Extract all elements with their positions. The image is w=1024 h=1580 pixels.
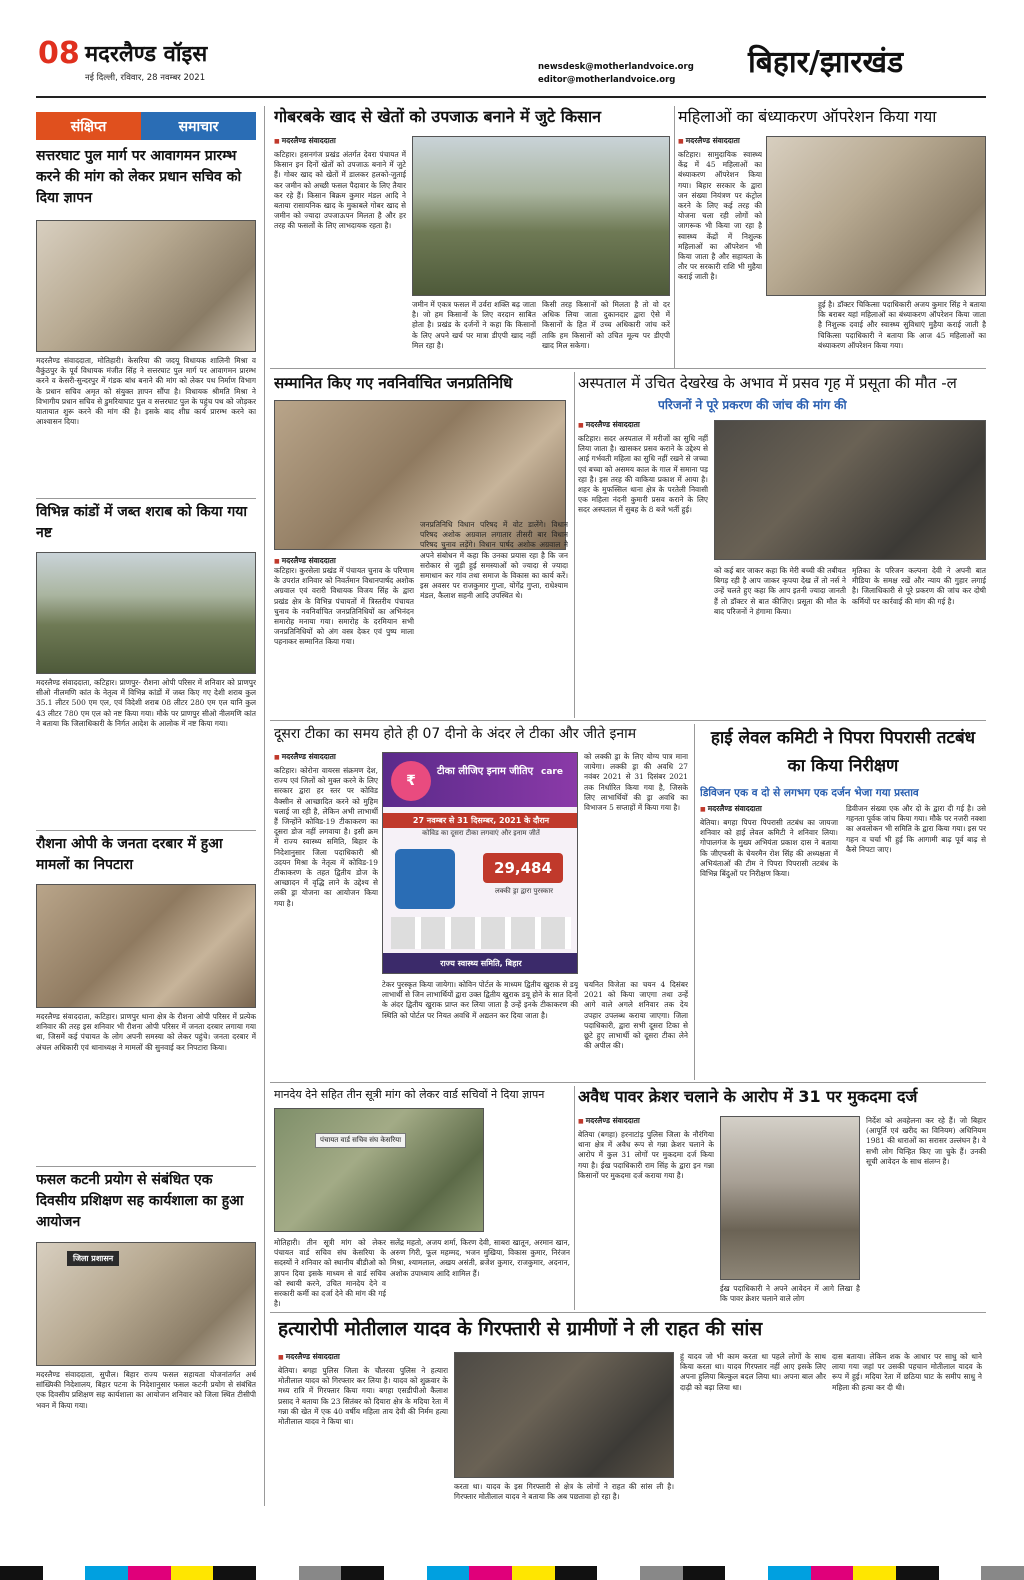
- byline: ■ मदरलैण्ड संवाददाता: [700, 804, 762, 814]
- poster-badge-icon: ₹: [391, 761, 431, 801]
- headline: महिलाओं का बंध्याकरण ऑपरेशन किया गया: [678, 107, 937, 126]
- story-photo: [714, 420, 986, 560]
- story-body-cont: जमीन में एकत्र फसल में उर्वरा शक्ति बढ़ जाता है। जो हम किसानों के लिए वरदान साबित होता है। प्रखंड के दर्जनों ने कहा कि किसानों के लिए अपने खर्च पर मात्रा डीएपी खाद नहीं मिल रहा है।: [412, 300, 536, 350]
- brief-3-photo: [36, 884, 256, 1008]
- column-rule: [574, 1086, 575, 1310]
- story-ward-secretaries: [270, 1086, 570, 1310]
- column-rule: [674, 106, 675, 368]
- brief-divider: [36, 498, 256, 499]
- brief-2-body: मदरलैण्ड संवाददाता, कटिहार। प्राणपुर- रौशना ओपी परिसर में शनिवार को प्राणपुर सीओ नीलमणि कांत के नेतृत्व में विभिन्न कांडों में जब्त किए गए देशी शराब कुल 35.1 लीटर 500 एम एल, एवं विदेशी शराब 08 लीटर 280 एम एल यानि कुल 43 लीटर 780 एम एल को नष्ट किया गया। मौके पर प्राणपुर सीओ नीलमणि कांत ने बताया कि जिलाधिकारी के निर्गत आदेश के आलोक में नष्ट किया गया।: [36, 678, 256, 728]
- byline: ■ मदरलैण्ड संवाददाता: [678, 136, 740, 146]
- headline: दूसरा टीका का समय होते ही 07 दीनो के अंदर ले टीका और जीते इनाम: [274, 726, 637, 742]
- section-rule: [270, 1312, 986, 1313]
- poster-prizes: [391, 917, 571, 949]
- brief-4-photo: [36, 1242, 256, 1366]
- brief-3-body: मदरलैण्ड संवाददाता, कटिहार। प्राणपुर थाना क्षेत्र के रौशना ओपी परिसर में प्रत्येक शनिवार की तरह इस शनिवार भी रौशना ओपी परिसर में जनता दरबार लगाया गया था, जिसमें कई पंचायत के लोग अपनी समस्या को लेकर पहुंचे। जनता दरबार में अंचल अधिकारी एवं थानाध्यक्ष ने मामलों की सुनवाई कर निपटारा किया।: [36, 1012, 256, 1052]
- byline: ■ मदरलैण्ड संवाददाता: [274, 556, 336, 566]
- photo-banner: पंचायत वार्ड सचिव संघ केसरिया: [315, 1133, 406, 1148]
- story-manure: [270, 104, 672, 366]
- story-crusher: [578, 1086, 986, 1310]
- story-body-cont: निर्देश को अवहेलना कर रहे हैं। जो बिहार (आपूर्ति एवं खरीद का विनियम) अधिनियम 1981 की धाराओं का सरासर उल्लंघन है। वे सभी लोग चिन्हित किए जा चुके हैं। उनकी सूची आवेदन के साथ संलग्न है।: [866, 1116, 986, 1166]
- photo-banner: जिला प्रशासन: [67, 1251, 119, 1266]
- byline: ■ मदरलैण्ड संवाददाता: [578, 1116, 640, 1126]
- brief-2-title: विभिन्न कांडों में जब्त शराब को किया गया नष्ट: [36, 504, 247, 541]
- column-rule: [574, 372, 575, 718]
- headline: सम्मानित किए गए नवनिर्वाचित जनप्रतिनिधि: [274, 374, 513, 392]
- byline: ■ मदरलैण्ड संवाददाता: [278, 1352, 340, 1362]
- section-rule: [270, 720, 986, 721]
- story-photo: [412, 136, 670, 296]
- story-body-cont: डिवीजन संख्या एक और दो के द्वारा दी गई है। उसे गहनता पूर्वक जांच किया गया। मौके पर नजरी नक्शा का अवलोकन भी समिति के द्वारा किया गया। इस पर गहन व चर्चा भी हुई कि आगामी बाढ़ पूर्व बाढ़ से कैसे निपटा जाए।: [846, 804, 986, 854]
- brief-tag: [36, 112, 256, 140]
- story-photo: [274, 1108, 484, 1232]
- byline: ■ मदरलैण्ड संवाददाता: [578, 420, 640, 430]
- headline: हत्यारोपी मोतीलाल यादव के गिरफ्तारी से ग्रामीणों ने ली राहत की सांस: [278, 1318, 763, 1340]
- brief-tag-left: संक्षिप्त: [36, 112, 141, 140]
- section-rule: [270, 1082, 986, 1083]
- poster-care-logo: care: [541, 767, 563, 777]
- brief-3-title: रौशना ओपी के जनता दरबार में हुआ मामलों का निपटारा: [36, 836, 223, 873]
- email-newsdesk[interactable]: newsdesk@motherlandvoice.org: [538, 62, 694, 72]
- page-number: 08: [38, 36, 80, 71]
- story-body-cont: दास बताया। लेकिन शक के आधार पर साधु को थाने लाया गया जहां पर उसकी पहचान मोतीलाल यादव के रूप में हुई। मदिया रेता में छठिया घाट के समीप साधु ने महिला की हत्या कर दी थी।: [832, 1352, 982, 1392]
- story-committee: [700, 724, 986, 1080]
- story-body-cont: किसी तरह किसानों को मिलता है तो वो दर अधिक लिया जाता दुकानदार द्वारा ऐसे में किसानों के हित में उच्च अधिकारी जांच करें ताकि हम किसानों को उचित मूल्य पर डीएपी खाद मिल सकेगा।: [542, 300, 670, 350]
- photo-caption: ईख पदाधिकारी ने अपने आवेदन में आगे लिखा है कि पावर क्रेशर चलाने वाले लोग: [720, 1284, 860, 1304]
- story-body: कटिहार। हसनगंज प्रखंड अंतर्गत देवरा पंचायत में किसान इन दिनों खेतों को उपजाऊ बनाने में जुटे हैं। गोबर खाद को खेतों में डालकर हलको-जुताई कर जमीन को अच्छी फसल पैदावार के लिए तैयार कर रहे हैं। किसान बिक्रम कुमार मंडल आदि ने बताया रासायनिक खाद के मुकाबले गोबर खाद से जमीन को ज्यादा उपजाऊपन मिलता है और हर तरह की फसलों के लिए लाभदायक रहता है।: [274, 150, 406, 231]
- story-body-cont: जनप्रतिनिधि विधान परिषद में वोट डालेंगे। विधान परिषद अशोक अग्रवाल लगातार तीसरी बार विधान परिषद चुनाव लड़ेंगे। विधान पार्षद अशोक अग्रवाल ने अपने संबोधन में कहा कि उनका प्रयास रहा है कि जन सरोकार से जुड़ी हुई समस्याओं को ज्यादा से ज्यादा समाधान कर गांव तथा समाज के विकास का कार्य करें। इस अवसर पर राजकुमार गुप्ता, योगेंद्र गुप्ता, राधेश्याम मंडल, कैलाश सहनी आदि उपस्थित थे।: [420, 520, 568, 601]
- masthead: [0, 0, 1024, 98]
- story-body-cont: टेकर पुरस्कृत किया जायेगा। कोविन पोर्टल के माध्यम द्वितीय खुराक से डयू लाभार्थी से जिन लाभार्थियों द्वारा उक्त द्वितीय खुराक डयू होने के सात दिनों के अंदर द्वितीय खुराक प्राप्त कर लिया जाता है उन्हें इनके टीकाकरण की स्थिति को पोर्टल पर नियत अवधि में अद्यतन कर दिया जाता है।: [382, 980, 578, 1020]
- story-vaccine: [270, 724, 690, 1080]
- story-photo: [766, 136, 986, 296]
- column-rule: [264, 106, 265, 1506]
- brief-divider: [36, 830, 256, 831]
- headline: अवैध पावर क्रेशर चलाने के आरोप में 31 पर मुकदमा दर्ज: [578, 1087, 918, 1106]
- story-body: कटिहार। कोरोना वायरस संक्रमण देश, राज्य एवं जिलों को मुक्त करने के लिए सरकार द्वारा हर स्तर पर कोविड वैक्सीन से आच्छादित करने को मुहिम चलाई जा रही है, लेकिन अभी लाभार्थी हैं जिन्होंने कोविड-19 टीकाकरण का दूसरा डोज नहीं लगवाया है। इसी क्रम में राज्य स्वास्थ्य समिति, बिहार के निदेशानुसार जिला पदाधिकारी श्री उदयन मिश्रा के नेतृत्व में कोविड-19 टीकाकरण के तहत द्वितीय डोज के आच्छादन में वृद्धि लाने के उद्देश्य से लकी ड्रा योजना का आयोजन किया गया है।: [274, 766, 378, 908]
- brief-divider: [36, 1166, 256, 1167]
- story-body: बेतिया। बगहा पुलिस जिला के चौतरवा पुलिस ने हत्यारा मोतीलाल यादव को गिरफ्तार कर लिया है। यादव को शुक्रवार के मध्य रात्रि में गिरफ्तार किया गया। बगहा एसडीपीओ कैलाश प्रसाद ने बताया कि 23 सितंबर को दियारा क्षेत्र के मदिया रेता में गन्ना की खेत में एक 40 वर्षीय महिला ताय देवी की निर्मम हत्या मोतीलाल यादव ने किया था।: [278, 1366, 448, 1427]
- story-body: कटिहार। सदर अस्पताल में मरीजों का सुधि नहीं लिया जाता है। खासकर प्रसव कराने के उद्देश्य से आई गर्भवती महिला का सुधि नहीं रखने से जच्चा एवं बच्चा को असमय काल के गाल में समाना पड़ रहा है। इस तरह की वाकिया प्रकाश में आया है। शहर के मुफस्सिल थाना क्षेत्र के परतेली निवासी एक महिला नंदनी कुमारी प्रसव कराने के लिए सदर अस्पताल में सुबह के 8 बजे भर्ती हुई।: [578, 434, 708, 515]
- headline: मानदेय देने सहित तीन सूत्री मांग को लेकर वार्ड सचिवों ने दिया ज्ञापन: [274, 1088, 545, 1101]
- story-body: कटिहार। कुरसेला प्रखंड में पंचायत चुनाव के परिणाम के उपरांत शनिवार को निवर्तमान विधानपार्षद अशोक अग्रवाल एवं वरारी विधायक विजय सिंह के द्वारा प्रखंड क्षेत्र के विभिन्न पंचायतों में त्रिस्तरीय पंचायत चुनाव के नवनिर्वाचित जनप्रतिनिधियों का अभिनंदन समारोह मनाया गया। समारोह के दरमियान सभी जनप्रतिनिधियों को अंग वस्त्र देकर एवं पुष्प माला पहनाकर सम्मानित किया गया।: [274, 566, 414, 647]
- section-rule: [270, 368, 986, 369]
- email-editor[interactable]: editor@motherlandvoice.org: [538, 75, 676, 85]
- poster-footer: राज्य स्वास्थ्य समिति, बिहार: [383, 953, 578, 974]
- story-hospital: [578, 372, 986, 718]
- headline: गोबरबके खाद से खेतों को उपजाऊ बनाने में जुटे किसान: [274, 107, 601, 126]
- brief-1-body: मदरलैण्ड संवाददाता, मोतिहारी। केसरिया की जदयू विधायक शालिनी मिश्रा व वैकुंठपुर के पूर्व विधायक मंजीत सिंह ने सत्तरघाट पुल मार्ग पर आवागमन प्रारम्भ करने व केसरी-सुन्दरपुर में गंडक बांध बनाने की मांग को लेकर पथ निर्माण विभाग के प्रधान सचिव अमृत को संयुक्त ज्ञापन सौंपा है। विधायक श्रीमति मिश्रा ने विभागीय प्रधान सचिव से डुमरियाघाट पुल व सत्तरघाट पुल के पहुंच पथ को जोड़कर यातायात शुरू करने की मांग की है। इसके बाद शीघ्र कार्य प्रारम्भ करने का आश्वासन दिया।: [36, 356, 256, 427]
- story-sterilisation: [678, 104, 986, 366]
- story-body-cont: चयनित विजेता का चयन 4 दिसंबर 2021 को किया जाएगा तथा उन्हें आगे वाले अगले शनिवार तक देय उपहार उपलब्ध कराया जाएगा। जिला पदाधिकारी, द्वारा सभी दूसरा टिका से छूटे हुए लाभार्थी को दूसरा टीका लेने की अपील की।: [584, 980, 688, 1051]
- story-photo: [454, 1352, 674, 1478]
- masthead-rule: [36, 96, 986, 98]
- story-body: बेतिया (बगहा) हरनाटांड़ पुलिस जिला के नौरंगिया थाना क्षेत्र में अवैध रूप से गन्ना क्रेशर चलाने के आरोप में कुल 31 लोगों पर मुकदमा दर्ज किया गया है। ईख पदाधिकारी राम सिंह के द्वारा इन गन्ना किसानों पर मुकदमा दर्ज कराया गया है।: [578, 1130, 714, 1180]
- poster-sub-line: कोविड का दूसरा टीका लगवाएं और इनाम जीतें: [422, 829, 540, 837]
- story-body: बेतिया। बगहा पिपरा पिपरासी तटबंध का जायजा शनिवार को हाई लेवल कमिटी ने शनिवार लिया। गोपालगंज के मुख्य अभियंता प्रकाश दास ने बताया कि जीएफसी के चेयरमैन रोश सिंह की अध्यक्षता में अभियंताओं की टीम ने पिपरा पिपरासी तटबंध के विभिन्न बिंदुओं पर निरीक्षण किया।: [700, 818, 838, 879]
- vaccine-poster: [382, 752, 578, 974]
- paper-name: मदरलैण्ड वॉइस: [85, 42, 208, 67]
- subheadline: डिविजन एक व दो से लगभग एक दर्जन भेजा गया प्रस्ताव: [700, 787, 919, 799]
- poster-headline: टीका लीजिए इनाम जीतिए: [437, 766, 534, 777]
- column-rule: [694, 724, 695, 1080]
- story-body-cont: करता था। यादव के इस गिरफ्तारी से क्षेत्र के लोगों ने राहत की सांस ली है। गिरफ्तार मोतीलाल यादव ने बताया कि अब पछतावा हो रहा है।: [454, 1482, 674, 1502]
- brief-4-title: फसल कटनी प्रयोग से संबंधित एक दिवसीय प्रशिक्षण सह कार्यशाला का हुआ आयोजन: [36, 1172, 244, 1230]
- poster-map-icon: [395, 849, 455, 909]
- poster-prize-text: लक्की ड्रा द्वारा पुरस्कार: [494, 887, 554, 895]
- headline: हाई लेवल कमिटी ने पिपरा पिपरासी तटबंध का किया निरीक्षण: [710, 728, 976, 776]
- section-title: बिहार/झारखंड: [748, 45, 904, 80]
- brief-column: [36, 112, 256, 1508]
- byline: ■ मदरलैण्ड संवाददाता: [274, 752, 336, 762]
- brief-tag-right: समाचार: [141, 112, 256, 140]
- poster-date-line: 27 नवम्बर से 31 दिसम्बर, 2021 के दौरान: [383, 813, 578, 828]
- brief-1-photo: [36, 220, 256, 352]
- story-body-cont: को लक्की ड्रा के लिए योग्य पात्र माना जायेगा। लक्की ड्रा की अवधि 27 नवंबर 2021 से 31 दिसंबर 2021 तक निर्धारित किया गया है, जिसके लिए लाभार्थियों की ड्रा अवधि का विभाजन 5 सप्ताहों में किया गया है।: [584, 752, 688, 813]
- story-body-cont: मृतिका के परिजन कल्पना देवी ने अपनी बात मीडिया के समक्ष रखें और न्याय की गुहार लगाई है। जिलाधिकारी से पूरे प्रकरण की जांच कर दोषी कर्मियों पर कार्रवाई की मांग की गई है।: [852, 566, 986, 606]
- poster-count: 29,484: [483, 853, 563, 883]
- story-photo: [720, 1116, 860, 1280]
- dateline: नई दिल्ली, रविवार, 28 नवम्बर 2021: [85, 73, 206, 83]
- story-body: कटिहार। सामुदायिक स्वास्थ्य केंद्र में 45 महिलाओं का बंध्याकरण ऑपरेशन किया गया। बिहार सरकार के द्वारा जन संख्या नियंत्रण पर कंट्रोल करने के लिए कई तरह की योजना चला रही लोगों को जागरूक भी किया जा रहा है स्वास्थ्य केंद्रों में निशुल्क महिलाओं का ऑपरेशन भी किया जाता है और सहायता के तौर पर सरकारी राशि भी मुहैया कराई जाती है।: [678, 150, 762, 282]
- brief-1-title: सत्तरघाट पुल मार्ग पर आवागमन प्रारम्भ करने की मांग को लेकर प्रधान सचिव को दिया ज्ञापन: [36, 148, 242, 206]
- print-color-bar: [0, 1566, 1024, 1580]
- story-body-cont: सलेंद्र महतो, अजय शर्मा, किरण देवी, साबरा खातून, अरमान खान, अरुण गिरी, फूल महम्मद, भजन मुखिया, विकास कुमार, निरंजन मिश्रा, श्यामलाल, अखय असंती, ब्रजेश कुमार, राजकुमार, अदनान, अशोक उपाध्याय आदि शामिल हैं।: [390, 1238, 570, 1278]
- brief-4-body: मदरलैण्ड संवाददाता, सुपौल। बिहार राज्य फसल सहायता योजनांतर्गत अर्थ सांख्यिकी निदेशालय, बिहार पटना के निदेशानुसार फसल कटनी प्रयोग से संबंधित एक दिवसीय प्रशिक्षण सह कार्यशाला का आयोजन शनिवार को जिला स्थित टीसीपी भवन में किया गया।: [36, 1370, 256, 1410]
- subheadline: परिजनों ने पूरे प्रकरण की जांच की मांग की: [658, 398, 847, 412]
- story-body-cont: हुं यादव जो भी काम करता था पहले लोगों के साथ किया करता था। यादव गिरफ्तार नहीं आए इसके लिए अपना हुलिया बिल्कुल बदल लिया था। अपना बाल और दाढ़ी को बढ़ा लिया था।: [680, 1352, 826, 1392]
- story-body-cont: को कई बार जाकर कहा कि मेरी बच्ची की तबीयत बिगड़ रही है आप जाकर कृपया देख लें तो नर्स ने उन्हें चलते हुए कहा कि आप इतनी ज्यादा जानती हैं तो डॉक्टर से बात कीजिए। प्रसूता की मौत के बाद परिजनों ने हंगामा किया।: [714, 566, 846, 616]
- story-body-cont: हुई है। डॉक्टर चिकित्सा पदाधिकारी अजय कुमार सिंह ने बताया कि बराबर यहां महिलाओं का बंध्याकरण ऑपरेशन किया जाता है निशुल्क दवाई और स्वास्थ्य सुविधाएं मुहैया कराई जाती है चिकित्सा पदाधिकारी ने बताया कि आज 45 महिलाओं का बंध्याकरण ऑपरेशन किया गया।: [818, 300, 986, 350]
- brief-2-photo: [36, 552, 256, 674]
- headline: अस्पताल में उचित देखरेख के अभाव में प्रसव गृह में प्रसूता की मौत -ल: [578, 374, 957, 392]
- byline: ■ मदरलैण्ड संवाददाता: [274, 136, 336, 146]
- story-arrest: [270, 1316, 986, 1510]
- story-body: मोतिहारी। तीन सूत्री मांग को लेकर पंचायत वार्ड सचिव संघ केसरिया के सदस्यों ने शनिवार को स्थानीय बीडीओ को ज्ञापन दिया इसके माध्यम से वार्ड सचिव को स्थायी करने, उचित मानदेय देने व सरकारी कर्मी का दर्जा देने की मांग की गई है।: [274, 1238, 386, 1308]
